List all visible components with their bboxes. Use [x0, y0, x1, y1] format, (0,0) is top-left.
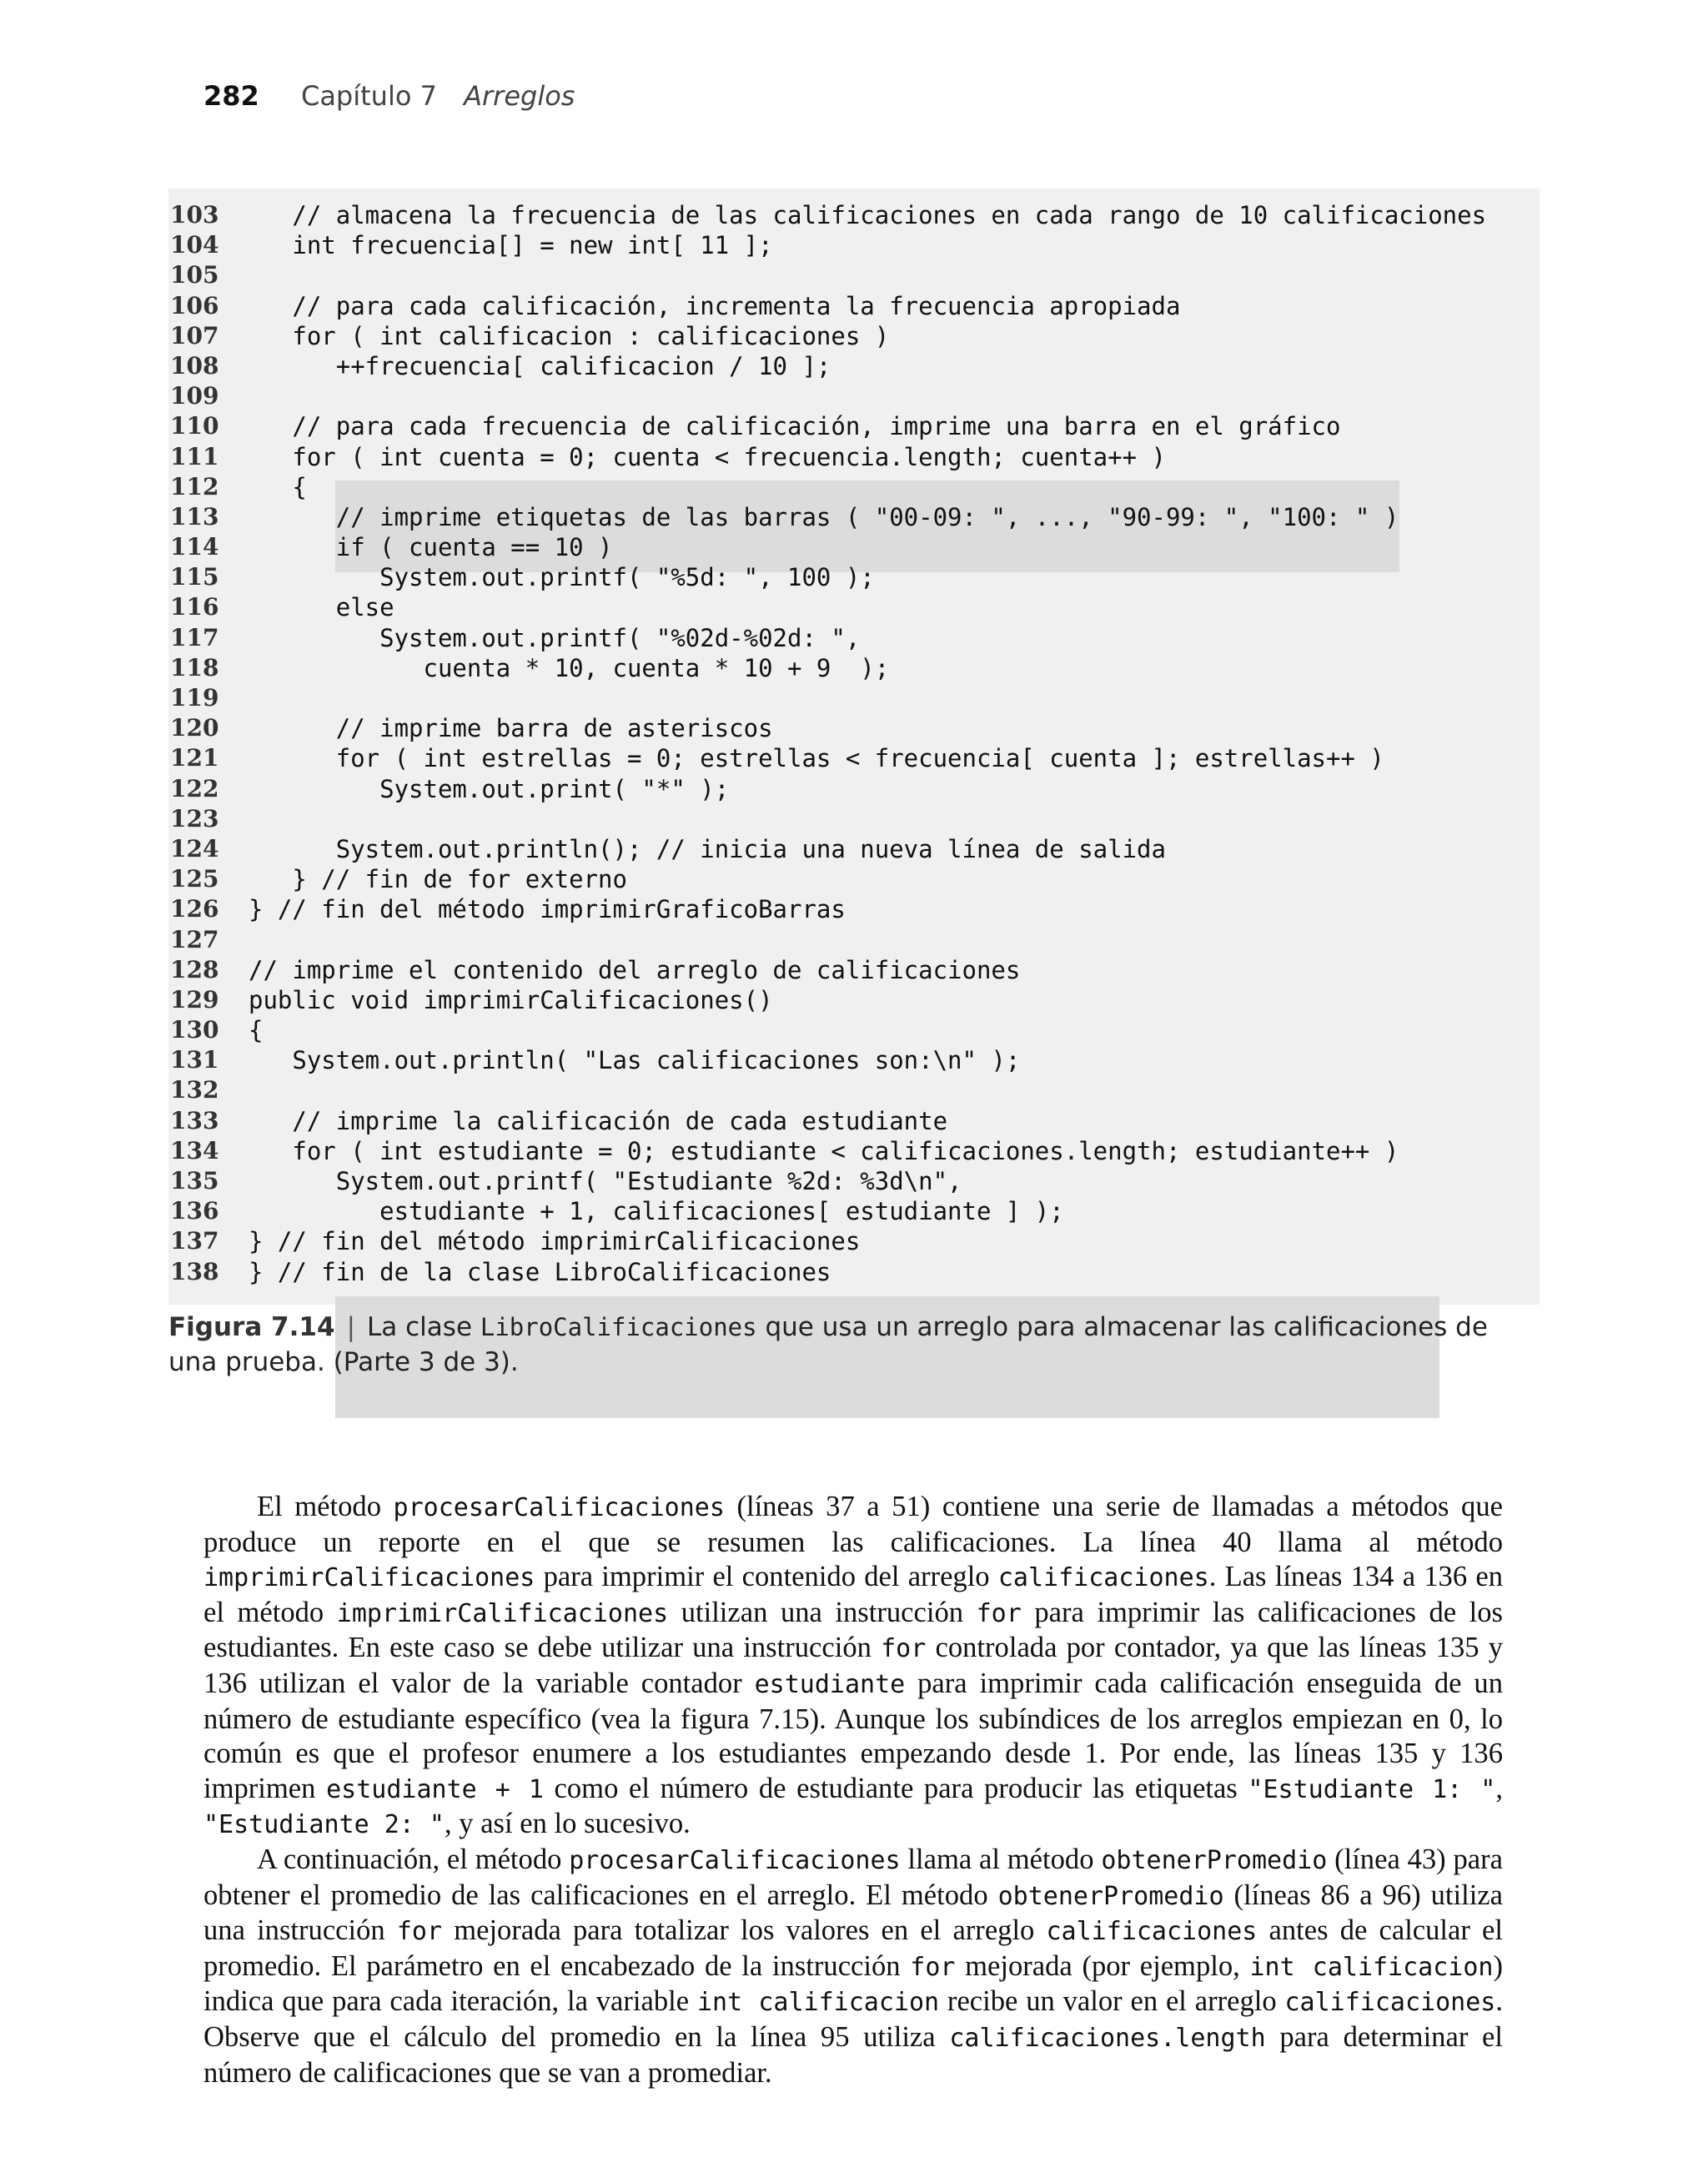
text-run: (línea 43) para obtener el promedio de las calificaciones en el arreglo. El método — [203, 1843, 1504, 1911]
caption-text: La clase — [367, 1312, 480, 1342]
line-number: 127 — [170, 925, 219, 953]
inline-code: calificaciones — [1284, 1988, 1496, 2018]
code-text: System.out.println( "Las calificaciones son:\n" ); — [249, 1046, 1021, 1075]
code-line — [168, 411, 1540, 441]
code-line — [168, 442, 1540, 472]
code-line — [168, 1106, 1540, 1136]
code-line — [168, 955, 1540, 985]
line-number: 135 — [170, 1167, 219, 1195]
inline-code: estudiante — [754, 1669, 906, 1699]
line-number: 112 — [170, 472, 219, 500]
line-number: 111 — [170, 442, 219, 470]
code-line — [168, 683, 1540, 713]
line-number: 132 — [170, 1076, 219, 1104]
line-number: 129 — [170, 985, 219, 1014]
inline-code: calificaciones — [1046, 1917, 1258, 1947]
text-run: llama al método — [900, 1843, 1102, 1875]
inline-code: procesarCalificaciones — [569, 1845, 901, 1875]
text-run: El método — [257, 1491, 394, 1522]
text-run: para imprimir el contenido del arreglo — [535, 1561, 998, 1593]
text-run: antes de calcular el promedio. El parámetro en el encabezado de la instrucción — [203, 1914, 1504, 1982]
line-number: 118 — [170, 653, 219, 682]
code-line — [168, 1136, 1540, 1166]
line-number: 106 — [170, 291, 219, 319]
line-number: 103 — [170, 201, 219, 229]
code-line — [168, 623, 1540, 653]
text-run: para imprimir cada calificación enseguida de un número de estudiante específico (vea la figura 7.15). Aunque los subíndices de los arreglos empiezan en 0, lo común es que el profesor enumere a los estudiantes empezando desde 1. Por ende, las líneas 135 y 136 imprimen — [203, 1667, 1503, 1804]
code-text: { — [249, 1016, 264, 1045]
line-number: 125 — [170, 865, 219, 893]
inline-code: estudiante + 1 — [326, 1774, 544, 1804]
line-number: 108 — [170, 351, 219, 380]
code-line — [168, 774, 1540, 804]
code-text: for ( int cuenta = 0; cuenta < frecuencia.length; cuenta++ ) — [249, 442, 1166, 471]
text-run: mejorada para totalizar los valores en el arreglo — [442, 1914, 1047, 1947]
line-number: 131 — [170, 1046, 219, 1074]
line-number: 120 — [170, 714, 219, 742]
line-number: 121 — [170, 744, 219, 772]
text-run: . Observe que el cálculo del promedio en la línea 95 utiliza — [203, 1985, 1503, 2053]
code-line — [168, 230, 1540, 260]
inline-code: int calificacion — [1249, 1952, 1494, 1982]
chapter-label: Capítulo 7 — [300, 80, 437, 112]
code-text: estudiante + 1, calificaciones[ estudiante ] ); — [249, 1197, 1064, 1226]
page-number: 282 — [203, 80, 259, 112]
text-run: A continuación, el método — [257, 1843, 570, 1875]
code-line — [168, 291, 1540, 321]
line-number: 110 — [170, 412, 219, 440]
line-number: 137 — [170, 1227, 219, 1255]
code-text: for ( int estudiante = 0; estudiante < calificaciones.length; estudiante++ ) — [249, 1136, 1399, 1165]
paragraph — [203, 1843, 1503, 2090]
code-text: cuenta * 10, cuenta * 10 + 9 ); — [249, 653, 890, 682]
code-text: // imprime la calificación de cada estudiante — [249, 1106, 948, 1135]
line-number: 136 — [170, 1197, 219, 1225]
line-number: 105 — [170, 261, 219, 289]
text-run: mejorada (por ejemplo, — [955, 1949, 1250, 1982]
code-line — [168, 1196, 1540, 1226]
code-line — [168, 834, 1540, 864]
code-line — [168, 804, 1540, 834]
inline-code: obtenerPromedio — [1101, 1845, 1328, 1875]
code-text: } // fin de la clase LibroCalificaciones — [249, 1257, 831, 1286]
code-line — [168, 653, 1540, 683]
line-number: 133 — [170, 1106, 219, 1134]
line-number: 134 — [170, 1136, 219, 1164]
code-text: { — [249, 472, 307, 501]
line-number: 109 — [170, 382, 219, 410]
line-number: 130 — [170, 1016, 219, 1044]
code-text: System.out.printf( "%5d: ", 100 ); — [249, 563, 875, 592]
code-line — [168, 562, 1540, 592]
code-text: System.out.printf( "Estudiante %2d: %3d\n", — [249, 1167, 962, 1195]
code-line — [168, 1166, 1540, 1196]
line-number: 116 — [170, 593, 219, 621]
code-line — [168, 1257, 1540, 1287]
line-number: 119 — [170, 684, 219, 712]
inline-code: for — [910, 1952, 956, 1982]
text-run: , — [1495, 1772, 1503, 1804]
code-line — [168, 472, 1540, 502]
code-listing — [168, 189, 1540, 1305]
inline-code: procesarCalificaciones — [393, 1493, 725, 1522]
line-number: 107 — [170, 321, 219, 350]
code-text: else — [249, 593, 394, 622]
inline-code: "Estudiante 1: " — [1248, 1774, 1496, 1804]
text-run: . Las líneas 134 a 136 en el método — [203, 1561, 1503, 1628]
code-line — [168, 200, 1540, 230]
running-head — [203, 80, 575, 122]
code-line — [168, 1226, 1540, 1256]
code-lines — [168, 200, 1540, 1287]
text-run: para imprimir las calificaciones de los estudiantes. En este caso se debe utilizar una instrucción — [203, 1596, 1503, 1664]
code-line — [168, 351, 1540, 381]
text-run: ) indica que para cada iteración, la variable — [203, 1949, 1504, 2018]
inline-code: "Estudiante 2: " — [203, 1810, 445, 1840]
code-line — [168, 985, 1540, 1015]
code-line — [168, 713, 1540, 743]
code-text: for ( int estrellas = 0; estrellas < frecuencia[ cuenta ]; estrellas++ ) — [249, 744, 1384, 773]
code-text: // imprime barra de asteriscos — [249, 714, 773, 743]
line-number: 123 — [170, 804, 219, 832]
code-text: if ( cuenta == 10 ) — [249, 533, 613, 562]
inline-code: int calificacion — [696, 1988, 940, 2018]
line-number: 104 — [170, 231, 219, 259]
line-number: 117 — [170, 623, 219, 651]
line-number: 138 — [170, 1257, 219, 1285]
text-run: (líneas 86 a 96) utiliza una instrucción — [203, 1879, 1504, 1947]
code-line — [168, 1045, 1540, 1075]
code-text: System.out.println(); // inicia una nueva línea de salida — [249, 834, 1166, 863]
caption-text: que usa un arreglo para almacenar las calificaciones de una prueba. (Parte 3 de 3). — [168, 1312, 1488, 1377]
text-run: recibe un valor en el arreglo — [939, 1985, 1285, 2018]
code-text: // para cada frecuencia de calificación, imprime una barra en el gráfico — [249, 412, 1341, 441]
code-line — [168, 321, 1540, 351]
code-line — [168, 925, 1540, 955]
code-text: // imprime etiquetas de las barras ( "00-09: ", ..., "90-99: ", "100: " ) — [249, 502, 1399, 531]
inline-code: for — [396, 1917, 443, 1947]
code-text: // para cada calificación, incrementa la frecuencia apropiada — [249, 291, 1181, 320]
code-text: } // fin de for externo — [249, 865, 627, 894]
code-text: // imprime el contenido del arreglo de calificaciones — [249, 955, 1021, 984]
inline-code: calificaciones.length — [949, 2023, 1266, 2053]
text-run: utilizan una instrucción — [668, 1596, 977, 1628]
caption-separator: | — [346, 1312, 356, 1342]
text-run: para determinar el número de calificaciones que se van a promediar. — [203, 2020, 1503, 2089]
chapter-title: Arreglos — [464, 80, 575, 112]
code-text: // almacena la frecuencia de las calificaciones en cada rango de 10 calificaciones — [249, 201, 1487, 229]
code-line — [168, 260, 1540, 290]
figure-caption — [168, 1310, 1536, 1380]
inline-code: for — [976, 1598, 1022, 1628]
body-text — [203, 1490, 1503, 2090]
line-number: 113 — [170, 502, 219, 531]
caption-class-name: LibroCalificaciones — [480, 1313, 757, 1341]
code-text: for ( int calificacion : calificaciones ) — [249, 321, 890, 350]
code-text: int frecuencia[] = new int[ 11 ]; — [249, 231, 773, 260]
line-number: 122 — [170, 774, 219, 802]
line-number: 126 — [170, 895, 219, 923]
code-line — [168, 894, 1540, 924]
figure-label: Figura 7.14 — [168, 1312, 335, 1342]
inline-code: calificaciones — [997, 1563, 1209, 1593]
code-text: public void imprimirCalificaciones() — [249, 985, 773, 1014]
text-run: controlada por contador, ya que las líneas 135 y 136 utilizan el valor de la variable contador — [203, 1632, 1503, 1699]
text-run: como el número de estudiante para producir las etiquetas — [543, 1772, 1248, 1804]
text-run: , y así en lo sucesivo. — [444, 1808, 691, 1840]
code-text: ++frecuencia[ calificacion / 10 ]; — [249, 351, 831, 380]
code-line — [168, 864, 1540, 894]
line-number: 115 — [170, 563, 219, 591]
inline-code: for — [881, 1634, 927, 1664]
inline-code: obtenerPromedio — [997, 1881, 1224, 1911]
code-text: } // fin del método imprimirGraficoBarras — [249, 895, 846, 924]
code-line — [168, 381, 1540, 411]
code-text: } // fin del método imprimirCalificaciones — [249, 1227, 861, 1256]
inline-code: imprimirCalificaciones — [203, 1563, 535, 1593]
code-line — [168, 592, 1540, 622]
line-number: 124 — [170, 834, 219, 863]
code-text: System.out.print( "*" ); — [249, 774, 730, 803]
code-line — [168, 743, 1540, 773]
code-line — [168, 532, 1540, 562]
code-line — [168, 1075, 1540, 1105]
code-text: System.out.printf( "%02d-%02d: ", — [249, 623, 861, 652]
text-run: (líneas 37 a 51) contiene una serie de llamadas a métodos que produce un reporte en el que se resumen las calificaciones. La línea 40 llama al método — [203, 1491, 1503, 1558]
line-number: 114 — [170, 533, 219, 561]
code-line — [168, 502, 1540, 532]
line-number: 128 — [170, 955, 219, 983]
code-line — [168, 1015, 1540, 1045]
inline-code: imprimirCalificaciones — [336, 1598, 669, 1628]
paragraph — [203, 1490, 1503, 1843]
